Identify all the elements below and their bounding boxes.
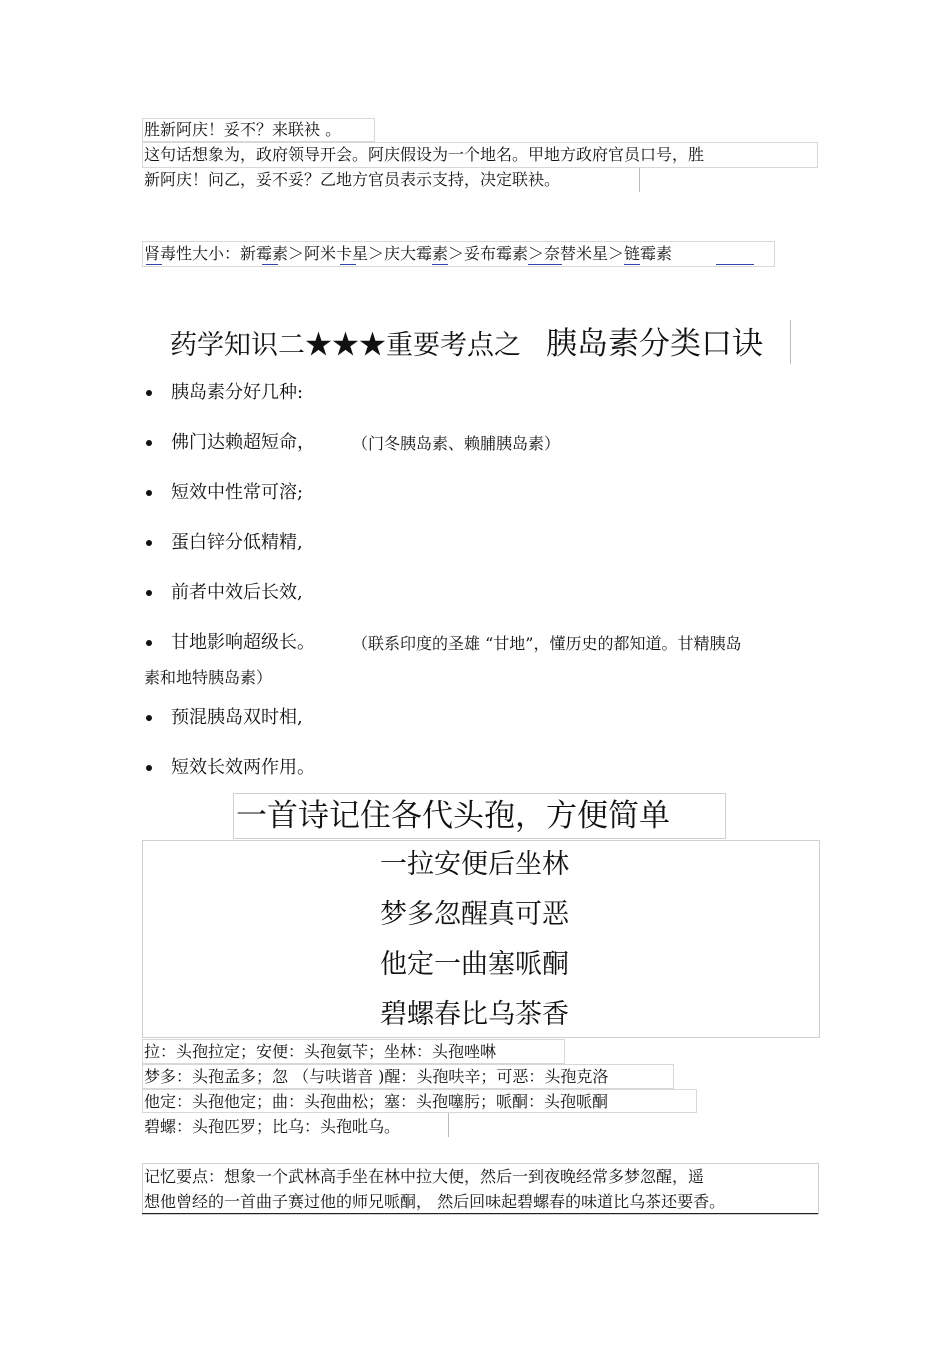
memory-tip-line-2: 想他曾经的一首曲子赛过他的师兄哌酮， 然后回味起碧螺春的味道比乌茶还要香。: [144, 1192, 726, 1211]
insulin-title-right: 胰岛素分类口诀: [546, 326, 763, 362]
bullet-dot: [146, 640, 152, 646]
insulin-item-2: 佛门达赖超短命，: [171, 432, 315, 453]
insulin-title-left: 药学知识二★★★重要考点之: [170, 330, 521, 361]
bullet-dot: [146, 440, 152, 446]
frame-edge: [639, 168, 640, 192]
insulin-item-5: 前者中效后长效,: [171, 582, 303, 603]
frame-edge: [790, 320, 791, 364]
bullet-dot: [146, 390, 152, 396]
nephrotoxicity-ranking: 肾毒性大小：新霉素＞阿米卡星＞庆大霉素＞妥布霉素＞奈替米星＞链霉素: [144, 244, 673, 263]
underline-mark: [716, 264, 754, 265]
explanation-line-2: 梦多：头孢孟多；忽 （与呋谐音 )醒：头孢呋辛；可恶：头孢克洛: [144, 1067, 609, 1086]
underline-mark: [432, 264, 448, 265]
insulin-item-4: 蛋白锌分低精精,: [171, 532, 303, 553]
frame-edge: [448, 1113, 449, 1137]
bullet-dot: [146, 490, 152, 496]
cephalosporin-title: 一首诗记住各代头孢，方便简单: [236, 798, 670, 834]
insulin-item-7: 预混胰岛双时相,: [171, 707, 303, 728]
bullet-dot: [146, 540, 152, 546]
poem-line-1: 一拉安便后坐林: [380, 849, 569, 880]
bullet-dot: [146, 715, 152, 721]
insulin-item-6: 甘地影响超级长。: [171, 632, 315, 653]
poem-line-2: 梦多忽醒真可恶: [380, 899, 569, 930]
underline-mark: [340, 264, 356, 265]
explanation-line-3: 他定：头孢他定；曲：头孢曲松；塞：头孢噻肟；哌酮：头孢哌酮: [144, 1092, 609, 1111]
insulin-item-6-note-cont: 素和地特胰岛素）: [144, 668, 273, 687]
mnemonic-line-1: 胜新阿庆！妥不？来联袂 。: [144, 120, 342, 139]
insulin-item-2-note: （门冬胰岛素、赖脯胰岛素）: [352, 434, 561, 453]
explanation-line-1: 拉：头孢拉定；安便：头孢氨苄；坐林：头孢唑啉: [144, 1042, 497, 1061]
bullet-dot: [146, 765, 152, 771]
underline-mark: [528, 264, 562, 265]
explanation-line-4: 碧螺：头孢匹罗；比乌：头孢吡乌。: [144, 1117, 401, 1136]
memory-tip-line-1: 记忆要点：想象一个武林高手坐在林中拉大便，然后一到夜晚经常多梦忽醒，遥: [144, 1167, 705, 1186]
insulin-item-6-note: （联系印度的圣雄 “甘地”，懂历史的都知道。甘精胰岛: [352, 634, 742, 653]
poem-line-3: 他定一曲塞哌酮: [380, 949, 569, 980]
bullet-dot: [146, 590, 152, 596]
memory-tip-rule: [142, 1213, 818, 1214]
poem-line-4: 碧螺春比乌茶香: [380, 999, 569, 1030]
insulin-item-3: 短效中性常可溶;: [171, 482, 304, 503]
mnemonic-line-2: 这句话想象为，政府领导开会。阿庆假设为一个地名。甲地方政府官员口号，胜: [144, 145, 705, 164]
underline-mark: [146, 264, 162, 265]
underline-mark: [262, 264, 278, 265]
underline-mark: [624, 264, 640, 265]
mnemonic-line-3: 新阿庆！问乙，妥不妥？乙地方官员表示支持，决定联袂。: [144, 170, 561, 189]
insulin-item-8: 短效长效两作用。: [171, 757, 315, 778]
insulin-item-1: 胰岛素分好几种:: [171, 382, 304, 403]
